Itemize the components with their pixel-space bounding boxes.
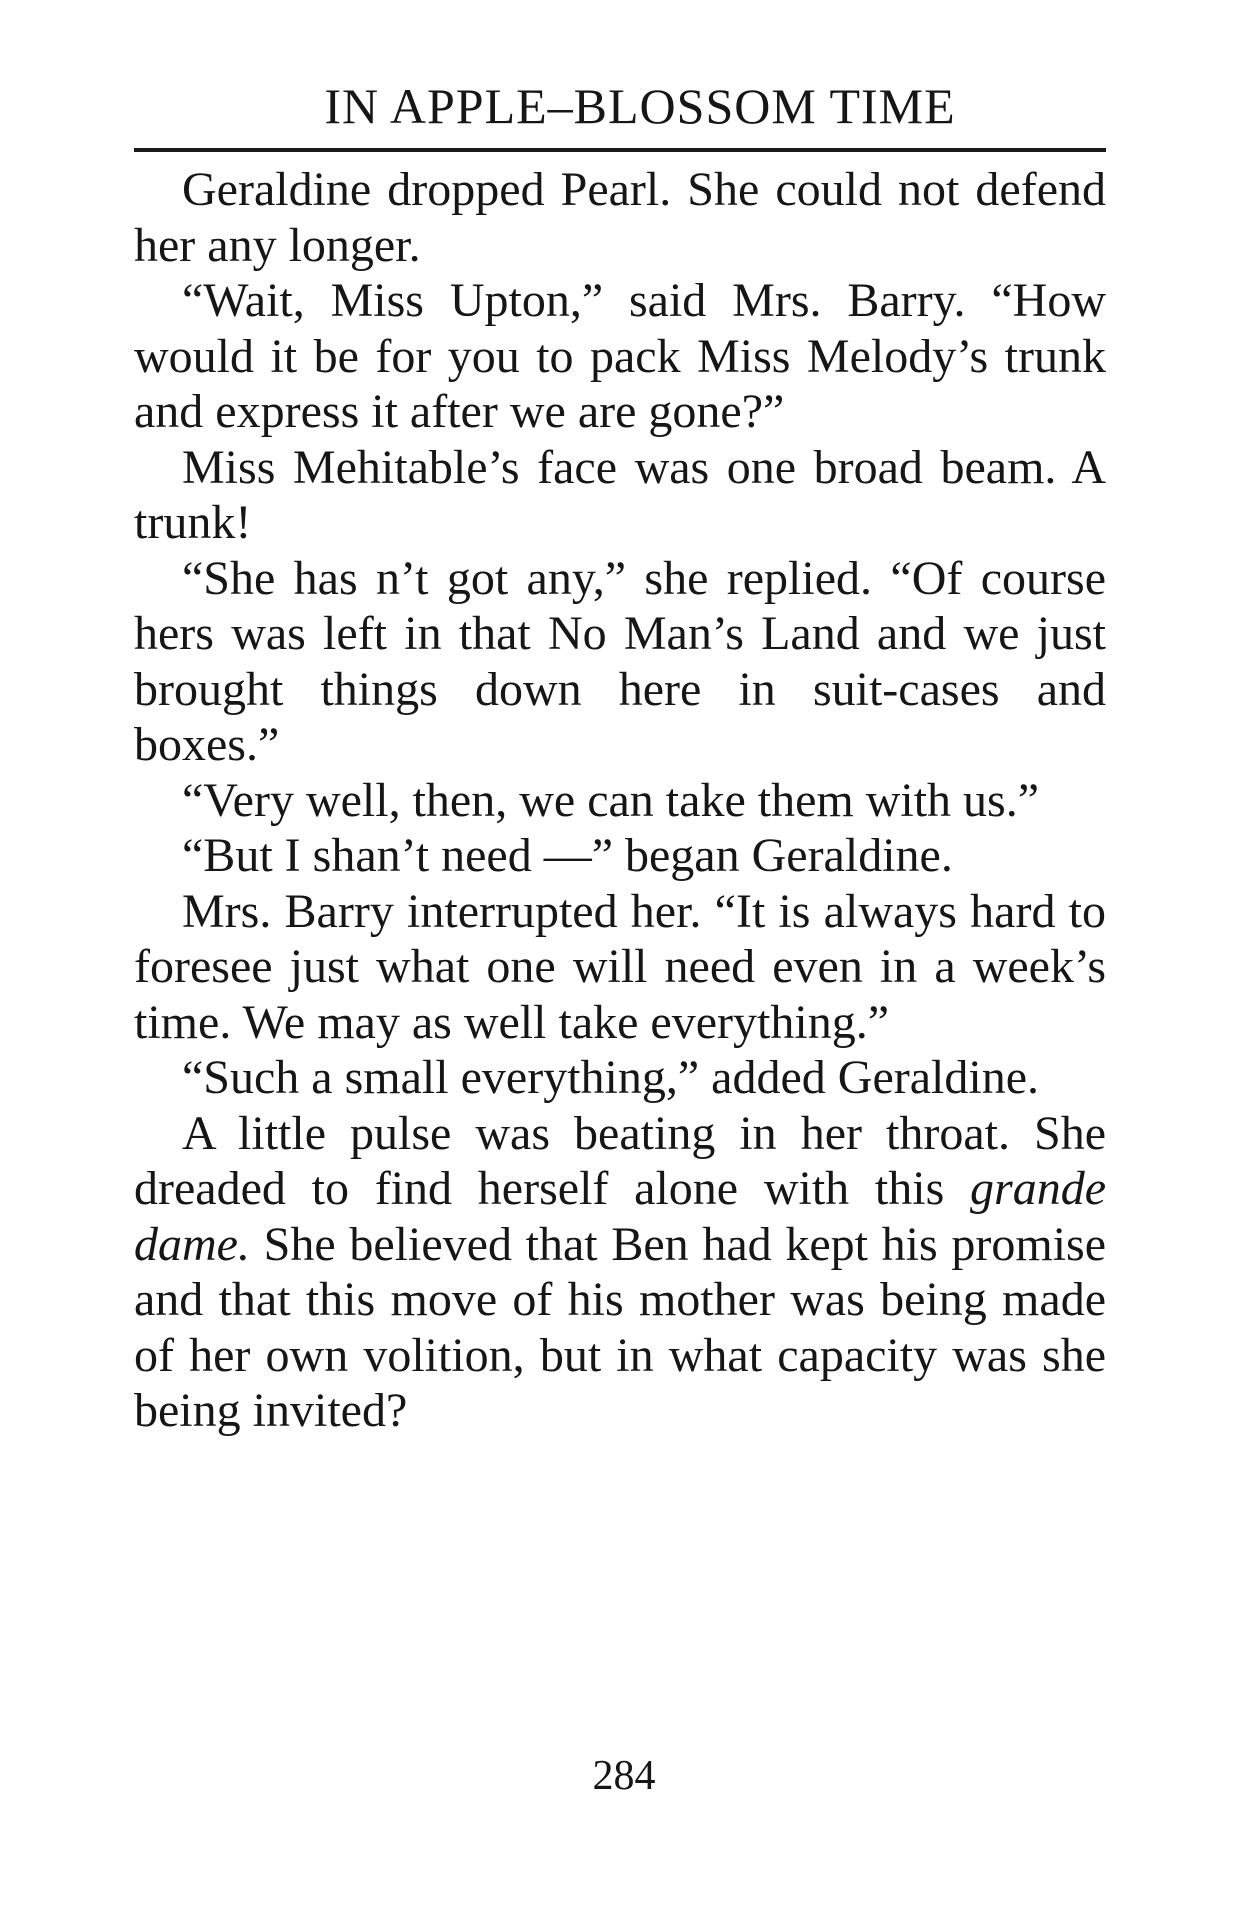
paragraph: “Such a small everything,” added Geraldine.	[182, 1051, 1040, 1104]
running-head-title: IN APPLE–BLOSSOM TIME	[324, 78, 956, 134]
paragraph: “But I shan’t need —” began Geraldine.	[182, 829, 953, 882]
header-rule	[134, 148, 1106, 152]
paragraph: Geraldine dropped Pearl. She could not defend her any longer.	[134, 163, 1106, 272]
paragraph: “Very well, then, we can take them with us.”	[182, 773, 1040, 827]
paragraph	[134, 1106, 1106, 1439]
book-page	[134, 72, 1106, 1439]
body-text	[134, 162, 1106, 1439]
paragraph-text: She believed that Ben had kept his promise and that this move of his mother was being made of her own volition, but in what capacity was she being invited?	[134, 1217, 1107, 1437]
page-number: 284	[592, 1753, 656, 1799]
paragraph: “She has n’t got any,” she replied. “Of course hers was left in that No Man’s Land and we just brought things down here in suit-cases and boxes.”	[134, 551, 1106, 771]
paragraph: “Wait, Miss Upton,” said Mrs. Barry. “How would it be for you to pack Miss Melody’s trunk and express it after we are gone?”	[134, 274, 1106, 438]
italic-phrase: grande dame.	[134, 1162, 1107, 1271]
paragraph: Miss Mehitable’s face was one broad beam. A trunk!	[134, 440, 1106, 549]
paragraph-text: A little pulse was beating in her throat. She dreaded to find herself alone with this	[134, 1106, 1106, 1215]
paragraph: Mrs. Barry interrupted her. “It is always hard to foresee just what one will need even in a week’s time. We may as well take everything.”	[134, 884, 1106, 1049]
